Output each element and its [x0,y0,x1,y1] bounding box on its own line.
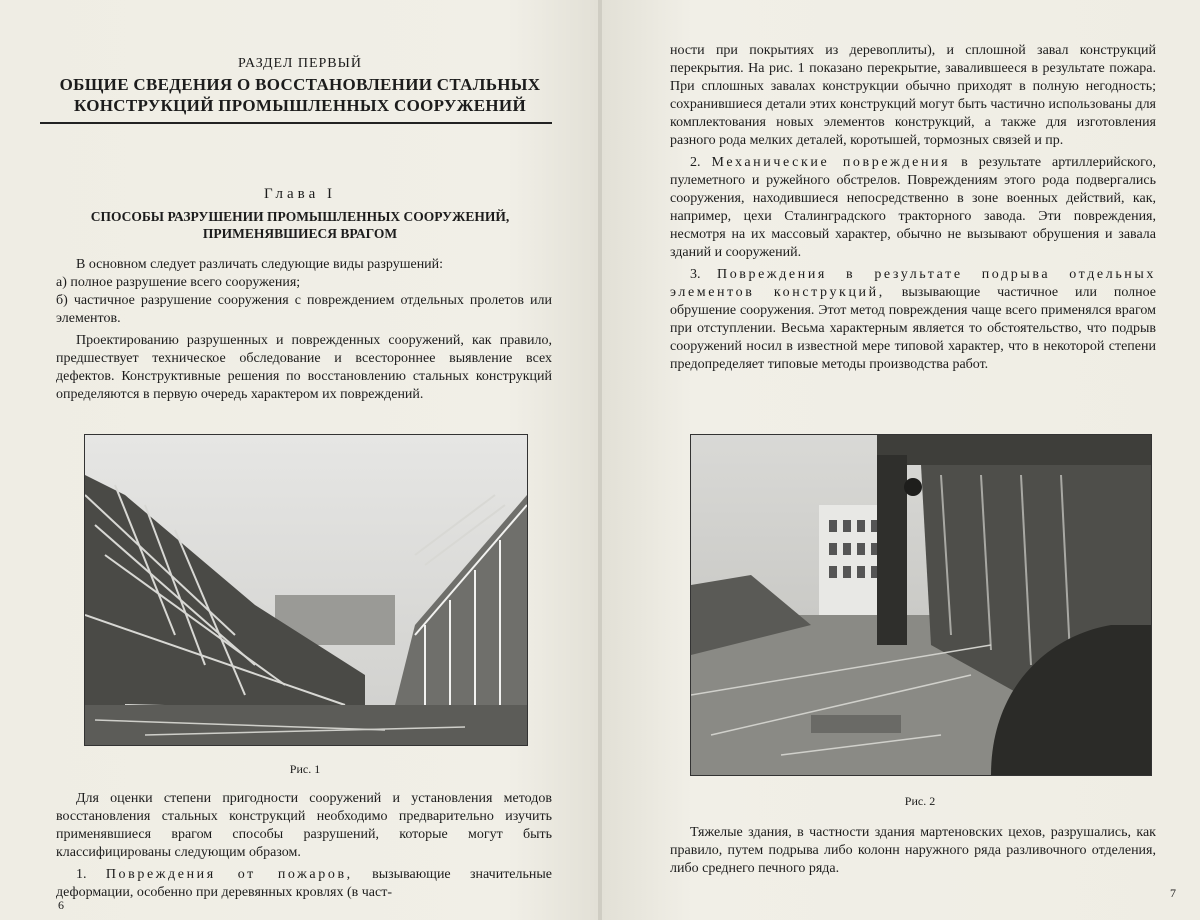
section-title [40,74,560,116]
list-item: б) частичное разрушение сооружения с повреждением отдельных пролетов или элементов. [56,293,552,326]
left-page [0,0,598,920]
item-text: вызывающие частичное или полное обрушение сооружения. Этот метод повреждения чаще всего применялся врагом при отступлении. Весьма характерным является то обстоятельство, что подрыв сооружений носил в известной мере типовой характер, что в некоторой степени предопределяет типовые методы производства работ. [670,285,1156,372]
collapsed-roof-image [85,435,527,745]
section-label: РАЗДЕЛ ПЕРВЫЙ [238,56,362,71]
destroyed-workshop-image [691,435,1151,775]
section-title-line: КОНСТРУКЦИЙ ПРОМЫШЛЕННЫХ СООРУЖЕНИЙ [74,96,526,115]
spaced-term: Повреждения от пожаров, [105,867,353,882]
figure-1-photo [84,434,528,746]
page-number: 7 [1170,886,1176,900]
intro-block [56,256,552,404]
paragraph: Тяжелые здания, в частности здания мартеновских цехов, разрушались, как правило, путем подрыва либо колонн наружного ряда разливочного отделения, либо среднего печного ряда. [670,825,1156,876]
item-text: вызывающие значительные деформации, особенно при деревянных кровлях (в част- [56,867,553,900]
paragraph: В основном следует различать следующие виды разрушений: [76,257,444,272]
title-divider [40,122,552,124]
assessment-block [56,790,552,902]
item-text: в результате артиллерийского, пулеметного и ружейного обстрелов. Повреждениям этого рода подвергались сооружения, находившиеся непосредственно в зоне военных действий, как, например, цехи Сталинградского тракторного завода. Эти повреждения, несмотря на их массовый характер, обычно не вызывают обрушения и завала зданий и сооружений. [670,155,1156,260]
right-page [602,0,1200,920]
item-number: 1. [76,867,87,882]
chapter-title [40,208,560,242]
figure-2-photo [690,434,1152,776]
figure-2-caption: Рис. 2 [904,794,936,808]
list-item-3 [670,266,1156,374]
list-item: а) полное разрушение всего сооружения; [56,275,301,290]
list-item-2 [670,154,1156,262]
chapter-label: Глава I [264,186,336,202]
spaced-term: Механические повреждения [711,155,951,170]
spaced-term: Повреждения в результате подрыва отдельных элементов конструкций, [670,267,1157,300]
list-item-1 [56,866,552,902]
paragraph: Для оценки степени пригодности сооружений и установления методов восстановления стальных конструкций необходимо предварительно изучить применявшиеся врагом способы разрушений, которые могут быть классифицированы следующим образом. [56,791,552,860]
item-number: 3. [690,267,701,282]
item-number: 2. [690,155,701,170]
paragraph: Проектированию разрушенных и поврежденных сооружений, как правило, предшествует техническое обследование и всестороннее выявление всех дефектов. Конструктивные решения по восстановлению стальных конструкций определяются в первую очередь характером их повреждений. [56,333,552,402]
continuation-block [670,42,1156,374]
heavy-buildings-block [670,824,1156,878]
paragraph: ности при покрытиях из деревоплиты), и сплошной завал конструкций перекрытия. На рис. 1 показано перекрытие, завалившееся в результате пожара. При сплошных завалах конструкции обычно приходят в полную негодность; сохранившиеся детали этих конструкций могут быть частично использованы для комплектования новых элементов конструкций, а также для изготовления разного рода мелких деталей, коротышей, тормозных связей и пр. [670,43,1156,148]
chapter-title-line: СПОСОБЫ РАЗРУШЕНИИ ПРОМЫШЛЕННЫХ СООРУЖЕНИЙ, [90,209,510,224]
chapter-title-line: ПРИМЕНЯВШИЕСЯ ВРАГОМ [202,226,398,241]
page-number: 6 [58,898,64,912]
figure-1-caption: Рис. 1 [289,762,321,776]
section-title-line: ОБЩИЕ СВЕДЕНИЯ О ВОССТАНОВЛЕНИИ СТАЛЬНЫХ [59,75,541,94]
